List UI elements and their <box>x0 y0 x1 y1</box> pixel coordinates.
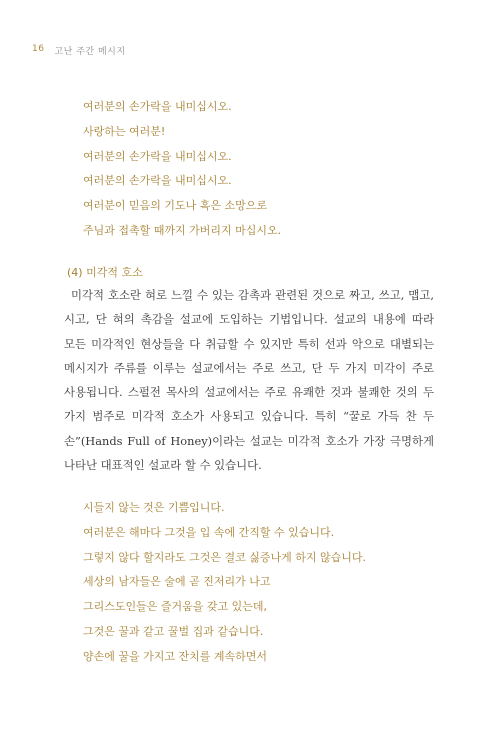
page-header <box>32 44 126 57</box>
body-paragraph: 미각적 호소란 혀로 느낄 수 있는 감촉과 관련된 것으로 짜고, 쓰고, 맵고, 시고, 단 혀의 촉감을 설교에 도입하는 기법입니다. 설교의 내용에 따라 모든 미각적인 현상들을 다 취급할 수 있지만 특히 선과 악으로 대별되는 메시지가 주류를 이루는 설교에서는 주로 쓰고, 단 두 가지 미각이 주로 사용됩니다. 스펄전 목사의 설교에서는 주로 유쾌한 것과 불쾌한 것의 두 가지 범주로 미각적 호소가 사용되고 있습니다. 특히 “꿀로 가득 찬 두 손”(Hands Full of Honey)이라는 설교는 미각적 호소가 가장 극명하게 나타난 대표적인 설교라 할 수 있습니다. <box>64 288 434 473</box>
quote-line: 여러분의 손가락을 내미십시오. <box>83 100 232 113</box>
section-heading: (4) 미각적 호소 <box>67 266 143 279</box>
quote-line: 시들지 않는 것은 기쁨입니다. <box>83 501 225 514</box>
quote-line: 여러분의 손가락을 내미십시오. <box>83 174 232 188</box>
quote-line: 양손에 꿀을 가지고 잔치를 계속하면서 <box>83 649 268 663</box>
quote-line: 주님과 접촉할 때까지 가버리지 마십시오. <box>83 223 282 237</box>
quote-line: 여러분의 손가락을 내미십시오. <box>83 149 232 163</box>
quote-line: 여러분이 믿음의 기도나 혹은 소망으로 <box>83 199 268 213</box>
quote-block-top <box>83 95 281 244</box>
quote-line: 그렇지 않다 할지라도 그것은 결코 싫증나게 하지 않습니다. <box>83 550 366 564</box>
running-title: 고난 주간 메시지 <box>54 47 126 57</box>
page-number: 16 <box>32 44 45 54</box>
quote-line: 그것은 꿀과 같고 꿀벌 집과 같습니다. <box>83 624 264 638</box>
quote-line: 사랑하는 여러분! <box>83 124 166 138</box>
quote-line: 세상의 남자들은 술에 곧 진저리가 나고 <box>83 575 271 589</box>
quote-block-bottom <box>83 496 366 670</box>
quote-line: 여러분은 해마다 그것을 입 속에 간직할 수 있습니다. <box>83 525 335 539</box>
quote-line: 그리스도인들은 즐거움을 갖고 있는데, <box>83 600 268 614</box>
